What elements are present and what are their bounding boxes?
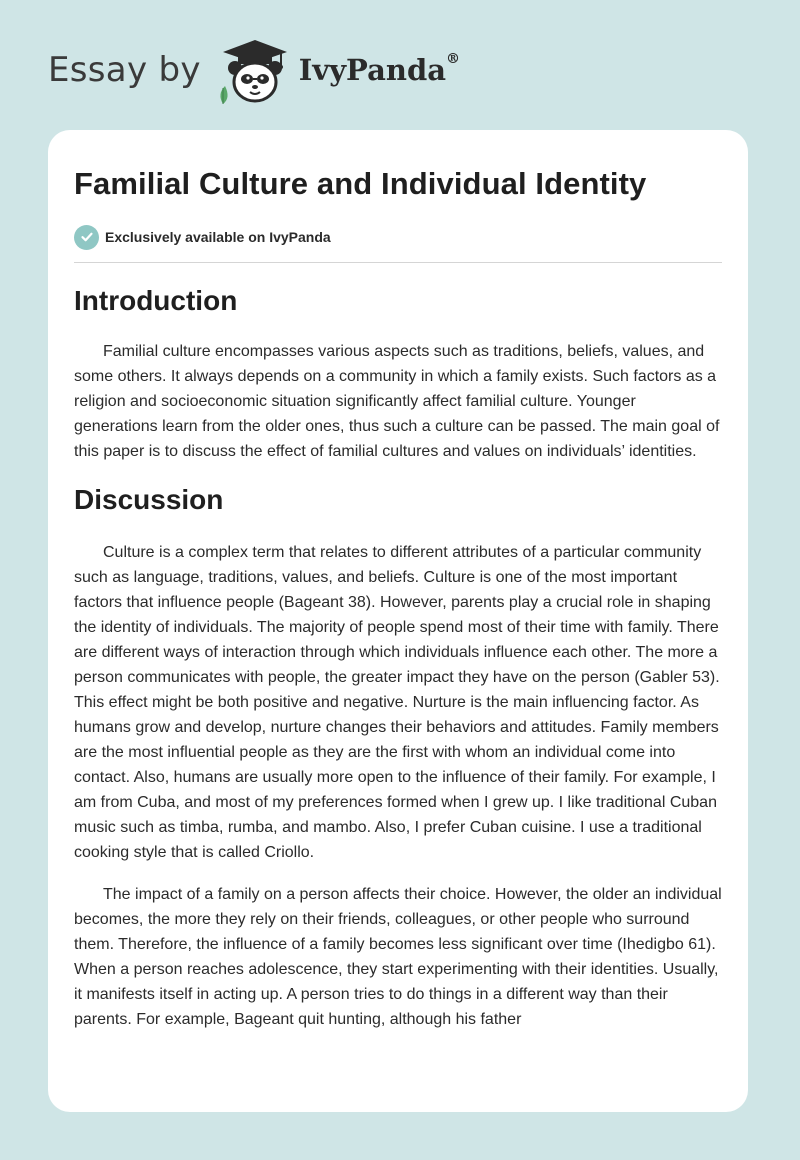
registered-mark: ® [446,51,461,68]
essay-title: Familial Culture and Individual Identity [74,166,647,201]
section-heading-discussion: Discussion [74,484,224,515]
paragraph-introduction: Familial culture encompasses various aspects such as traditions, beliefs, values, and some others. It always depends on a community in which a family exists. Such factors as a religion and socioeconomic situation significantly affect familial culture. Younger generations learn from the older ones, thus such a culture can be passed. The main goal of this paper is to discuss the effect of familial cultures and values on individuals’ identities. [74,343,720,460]
check-circle-icon [74,225,99,250]
essay-card [48,130,748,1112]
divider [74,262,722,263]
paragraph-discussion-2: The impact of a family on a person affects their choice. However, the older an individual becomes, the more they rely on their friends, colleagues, or other people who surround them. Therefore, the influence of a family becomes less significant over time (Ihedigbo 61). When a person reaches adolescence, they start experimenting with their identities. Usually, it manifests itself in acting up. A person tries to do things in a different way than their parents. For example, Bageant quit hunting, although his father [74,886,722,1028]
exclusive-badge [74,224,722,250]
brand-name[interactable] [299,53,460,87]
brand-name-text: IvyPanda [298,53,447,87]
essay-content [48,166,748,1032]
exclusive-label: Exclusively available on IvyPanda [105,229,331,245]
essay-by-label: Essay by [48,50,201,90]
paragraph-discussion-1: Culture is a complex term that relates to different attributes of a particular community such as language, traditions, values, and beliefs. Culture is one of the most important factors that influence people (Bageant 38). However, parents play a crucial role in shaping the identity of individuals. The majority of people spend most of their time with family. There are different ways of interaction through which individuals influence each other. The more a person communicates with people, the greater impact they have on the person (Gabler 53). This effect might be both positive and negative. Nurture is the main influencing factor. As humans grow and develop, nurture changes their behaviors and attitudes. Family members are the most influential people as they are the first with whom an individual come into contact. Also, humans are usually more open to the influence of their family. For example, I am from Cuba, and most of my preferences formed when I grew up. I like traditional Cuban music such as timba, rumba, and mambo. Also, I prefer Cuban cuisine. I use a traditional cooking style that is called Criollo. [74,544,720,861]
site-header [48,30,460,110]
panda-graduate-icon[interactable] [213,30,293,110]
section-heading-introduction: Introduction [74,285,238,316]
